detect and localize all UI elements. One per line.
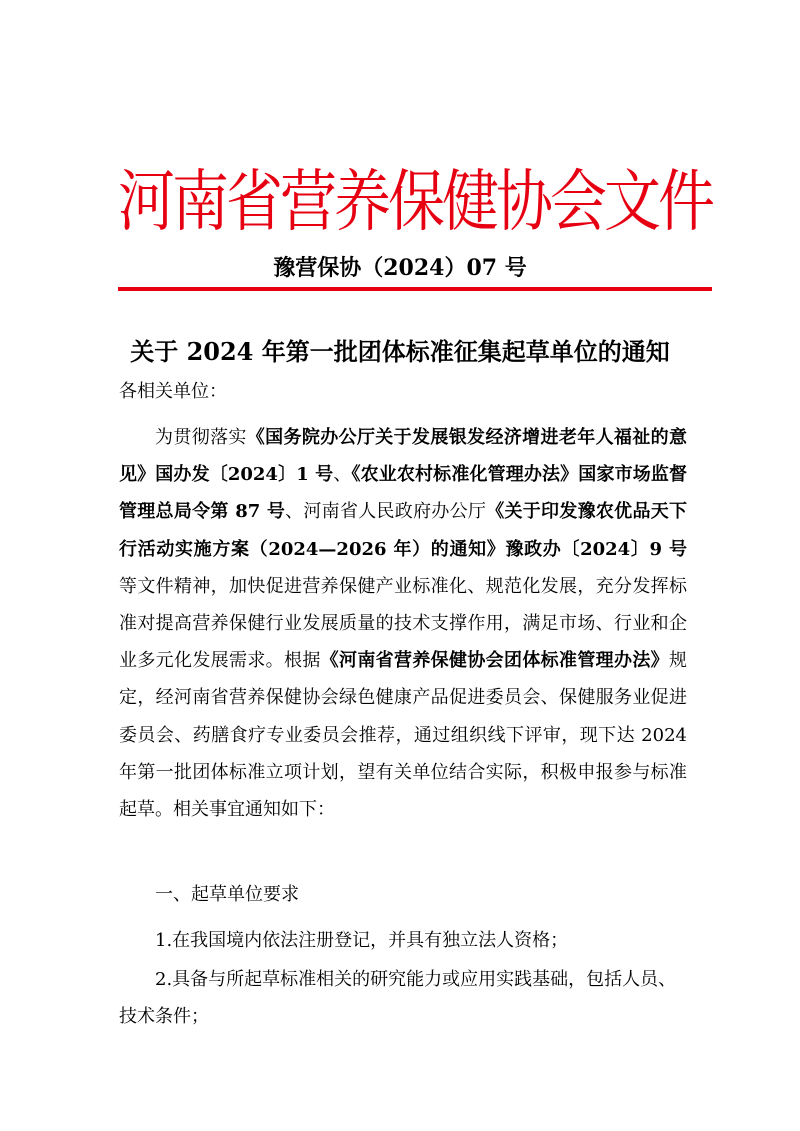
body-text: 规定，经河南省营养保健协会绿色健康产品促进委员会、保健服务业促进委员会、药膳食疗专业委员会推荐，通过组织线下评审，现下达 2024 年第一批团体标准立项计划，望有关单位结合实际，积极申报参与标准起草。相关事宜通知如下：	[119, 650, 688, 821]
body-text: 等文件精神，加快促进营养保健产业标准化、规范化发展，充分发挥标准对提高营养保健行业发展质量的技术支撑作用，满足市场、行业和企业多元化发展需求。根据	[119, 575, 687, 672]
requirement-item-1: 1.在我国境内依法注册登记，并具有独立法人资格；	[155, 930, 569, 951]
cited-document: 《关于印发豫农优品天下行活动实施方案（2024—2026 年）的通知》豫政办〔2024〕9 号	[119, 501, 688, 560]
document-number: 豫营保协（2024）07 号	[273, 255, 527, 281]
org-header-title: 河南省营养保健协会文件	[118, 163, 712, 242]
section-heading-1: 一、起草单位要求	[155, 884, 299, 905]
body-text: 、	[333, 464, 352, 486]
red-divider	[118, 287, 712, 291]
body-text: 、河南省人民政府办公厅	[285, 501, 487, 523]
addressee: 各相关单位：	[119, 381, 227, 402]
body-text: 为贯彻落实	[155, 427, 247, 448]
requirement-item-2: 2.具备与所起草标准相关的研究能力或应用实践基础，包括人员、技术条件；	[119, 969, 677, 1028]
cited-document: 《国务院办公厅关于发展银发经济增进老年人福祉的意见》国办发〔2024〕1 号	[119, 427, 688, 486]
notice-title: 关于 2024 年第一批团体标准征集起草单位的通知	[130, 337, 670, 366]
cited-document: 《河南省营养保健协会团体标准管理办法》	[320, 650, 670, 672]
body-paragraph-1	[119, 419, 687, 828]
cited-document: 《农业农村标准化管理办法》国家市场监督管理总局令第 87 号	[119, 464, 688, 523]
